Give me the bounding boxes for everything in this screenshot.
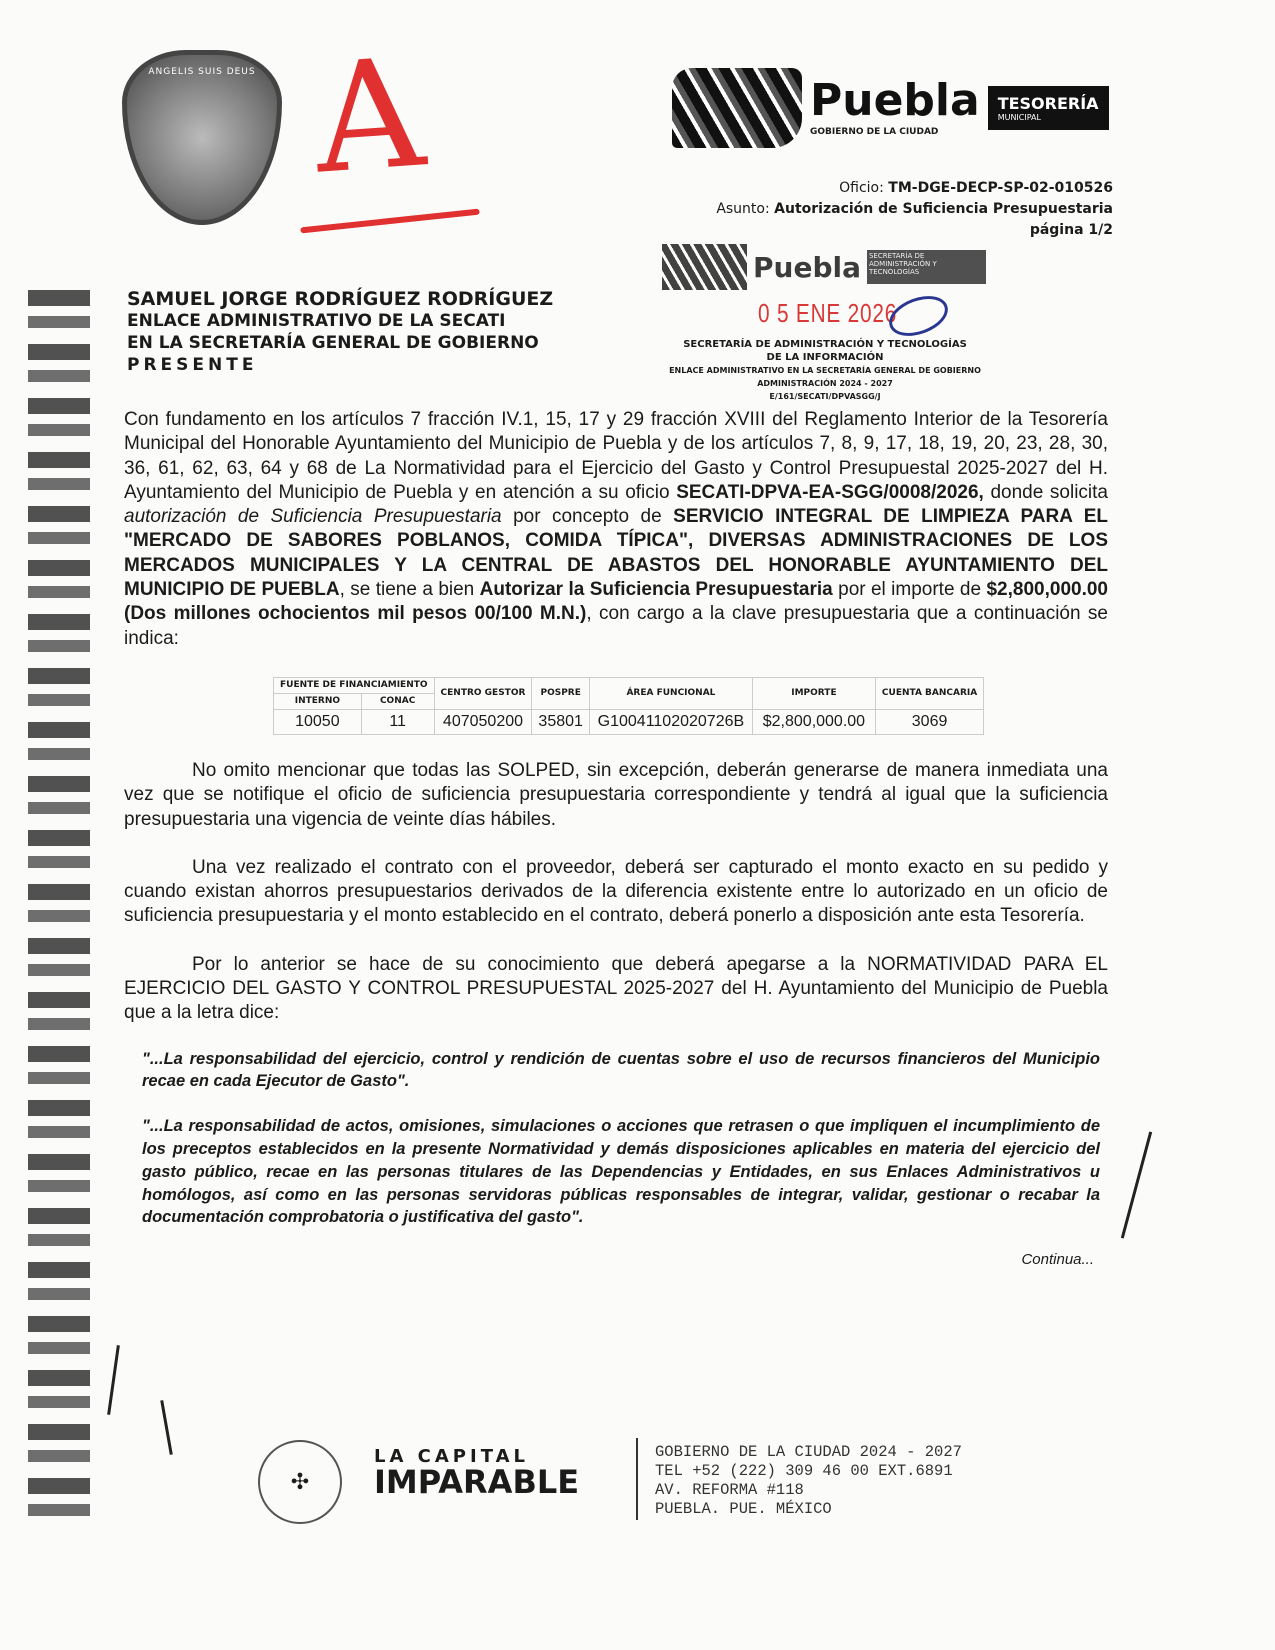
- stamp-logo-icon: [662, 244, 747, 290]
- oficio-block: Oficio: TM-DGE-DECP-SP-02-010526 Asunto: Autorización de Suficiencia Presupuestaria página 1/2: [716, 180, 1113, 238]
- logo-art-icon: [672, 68, 802, 148]
- municipal-seal: ANGELIS SUIS DEUS: [122, 50, 282, 225]
- capital-imparable-logo: LA CAPITAL IMPARABLE: [374, 1446, 580, 1501]
- quote-1: "...La responsabilidad del ejercicio, control y rendición de cuentas sobre el uso de recursos financieros del Municipio recae en cada Ejecutor de Gasto".: [142, 1049, 1100, 1091]
- handwritten-initial-left: [107, 1345, 120, 1415]
- handwritten-mark: [160, 1400, 173, 1455]
- tesoreria-badge: TESORERÍA MUNICIPAL: [988, 86, 1109, 130]
- paragraph-2: No omito mencionar que todas las SOLPED, sin excepción, deberán generarse de manera inmediata una vez que se notifique el oficio de suficiencia presupuestaria correspondiente y tendrá al igual que la suficiencia presupuestaria una vigencia de veinte días hábiles.: [124, 759, 1108, 830]
- decorative-border: [28, 290, 90, 1530]
- labor-equality-seal-icon: ✣: [258, 1440, 342, 1524]
- paragraph-3: Una vez realizado el contrato con el proveedor, deberá ser capturado el monto exacto en su pedido y cuando existan ahorros presupuestarios derivados de la diferencia existente entre lo autorizado en un oficio de suficiencia presupuestaria y el monto establecido en el contrato, deberá ponerlo a disposición ante esta Tesorería.: [124, 856, 1108, 927]
- continua-note: Continua...: [1021, 1251, 1094, 1269]
- reception-stamp-text: SECRETARÍA DE ADMINISTRACIÓN Y TECNOLOGÍAS DE LA INFORMACIÓN ENLACE ADMINISTRATIVO EN LA SECRETARÍA GENERAL DE GOBIERNO ADMINISTRACIÓN 2024 - 2027 E/161/SECATI/DPVASGG/J: [669, 339, 981, 401]
- paragraph-1: Con fundamento en los artículos 7 fracción IV.1, 15, 17 y 29 fracción XVIII del Reglamento Interior de la Tesorería Municipal del Honorable Ayuntamiento del Municipio de Puebla y de los artículos 7, 8, 9, 17, 18, 19, 20, 23, 28, 30, 36, 61, 62, 63, 64 y 68 de La Normatividad para el Ejercicio del Gasto y Control Presupuestal 2025-2027 del H. Ayuntamiento del Municipio de Puebla y en atención a su oficio SECATI-DPVA-EA-SGG/0008/2026, donde solicita autorización de Suficiencia Presupuestaria por concepto de SERVICIO INTEGRAL DE LIMPIEZA PARA EL "MERCADO DE SABORES POBLANOS, COMIDA TÍPICA", DIVERSAS ADMINISTRACIONES DE LOS MERCADOS MUNICIPALES Y LA CENTRAL DE ABASTOS DEL HONORABLE AYUNTAMIENTO DEL MUNICIPIO DE PUEBLA, se tiene a bien Autorizar la Suficiencia Presupuestaria por el importe de $2,800,000.00 (Dos millones ochocientos mil pesos 00/100 M.N.), con cargo a la clave presupuestaria que a continuación se indica:: [124, 409, 1108, 649]
- puebla-logo: Puebla GOBIERNO DE LA CIUDAD TESORERÍA MUNICIPAL: [672, 68, 1109, 148]
- handwritten-annotation: A: [309, 26, 430, 208]
- reception-stamp-logo: Puebla SECRETARÍA DE ADMINISTRACIÓN Y TECNOLOGÍAS: [662, 244, 986, 290]
- reception-date: 0 5 ENE 2026: [758, 298, 898, 328]
- handwritten-initial: [1121, 1131, 1152, 1238]
- reception-signature: [884, 289, 954, 344]
- letter-body: [124, 408, 1108, 1268]
- footer-address: GOBIERNO DE LA CIUDAD 2024 - 2027 TEL +52 (222) 309 46 00 EXT.6891 AV. REFORMA #118 PUEBLA. PUE. MÉXICO: [655, 1443, 962, 1518]
- footer-divider: [636, 1438, 638, 1520]
- table-row: 10050 11 407050200 35801 G10041102020726B $2,800,000.00 3069: [274, 709, 984, 734]
- handwritten-underline: [300, 209, 480, 234]
- addressee: SAMUEL JORGE RODRÍGUEZ RODRÍGUEZ ENLACE ADMINISTRATIVO DE LA SECATI EN LA SECRETARÍA GENERAL DE GOBIERNO PRESENTE: [127, 288, 554, 375]
- quote-2: "...La responsabilidad de actos, omisiones, simulaciones o acciones que retrasen o que impliquen el incumplimiento de los preceptos establecidos en la presente Normatividad y demás disposiciones aplicables en materia del ejercicio del gasto público, recae en las personas titulares de las Dependencias y Entidades, en sus Enlaces Administrativos u homólogos, así como en las personas servidoras públicas responsables de integrar, validar, gestionar o recabar la documentación comprobatoria o justificativa del gasto".: [142, 1117, 1100, 1227]
- budget-table: FUENTE DE FINANCIAMIENTO CENTRO GESTOR POSPRE ÁREA FUNCIONAL IMPORTE CUENTA BANCARIA INTERNO CONAC 10050 11 407050200 35801 G10041102020726B $2,800,000.00 3069: [273, 677, 984, 735]
- paragraph-4: Por lo anterior se hace de su conocimiento que deberá apegarse a la NORMATIVIDAD PARA EL EJERCICIO DEL GASTO Y CONTROL PRESUPUESTAL 2025-2027 del H. Ayuntamiento del Municipio de Puebla que a la letra dice:: [124, 953, 1108, 1024]
